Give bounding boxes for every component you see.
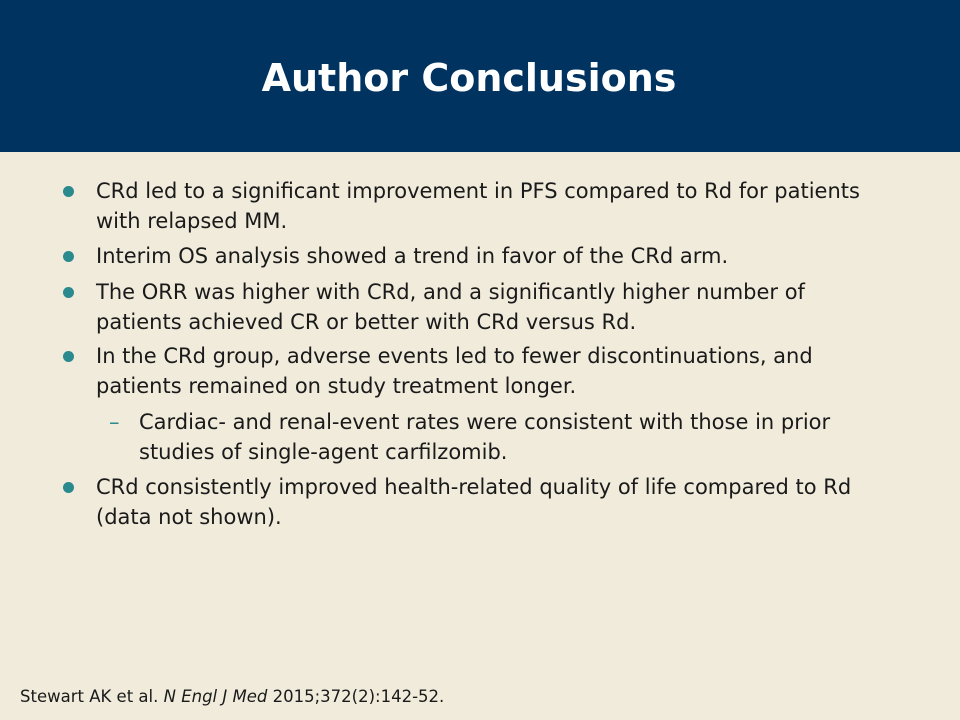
- bullet-text: In the CRd group, adverse events led to fewer discontinuations, and patients remained on study treatment longer.: [96, 344, 813, 398]
- bullet-dot-icon: [63, 482, 74, 493]
- bullet-item: [0, 341, 886, 401]
- bullet-dot-icon: [63, 251, 74, 262]
- reference-authors: Stewart AK et al.: [20, 687, 159, 706]
- title-banner: [0, 0, 960, 152]
- bullet-item: [0, 472, 886, 532]
- bullet-dot-icon: [63, 287, 74, 298]
- sub-bullet-item: [0, 407, 886, 467]
- slide-title: Author Conclusions: [261, 56, 677, 100]
- bullet-list: [0, 172, 960, 532]
- bullet-dot-icon: [63, 351, 74, 362]
- sub-bullet-text: Cardiac- and renal-event rates were consistent with those in prior studies of single-agent carfilzomib.: [139, 410, 831, 464]
- bullet-item: [0, 241, 886, 271]
- bullet-dot-icon: [63, 186, 74, 197]
- bullet-item: [0, 176, 886, 236]
- bullet-text: The ORR was higher with CRd, and a significantly higher number of patients achieved CR or better with CRd versus Rd.: [96, 280, 805, 334]
- reference-citation: [20, 685, 444, 709]
- bullet-text: CRd consistently improved health-related quality of life compared to Rd (data not shown).: [96, 475, 852, 529]
- dash-icon: –: [109, 410, 120, 434]
- bullet-text: CRd led to a significant improvement in PFS compared to Rd for patients with relapsed MM.: [96, 179, 860, 233]
- bullet-text: Interim OS analysis showed a trend in favor of the CRd arm.: [96, 244, 729, 268]
- bullet-item: [0, 277, 886, 337]
- reference-volume: 2015;372(2):142-52.: [272, 687, 445, 706]
- reference-journal: N Engl J Med: [163, 687, 268, 706]
